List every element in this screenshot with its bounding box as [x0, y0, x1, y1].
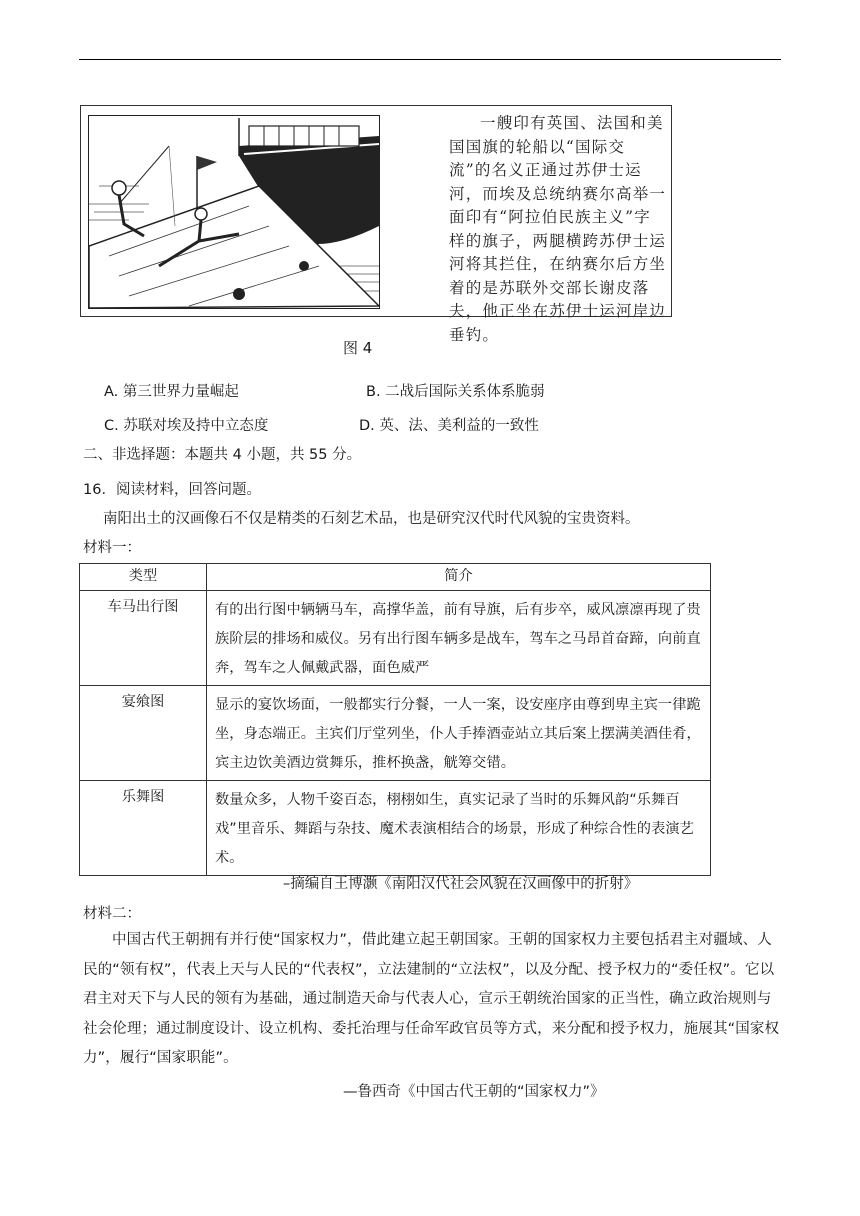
table-header-type: 类型 — [80, 564, 207, 591]
option-a: A. 第三世界力量崛起 — [104, 384, 239, 400]
option-d: D. 英、法、美利益的一致性 — [359, 418, 539, 434]
table-cell-type: 车马出行图 — [80, 591, 207, 686]
table-header-desc: 简介 — [207, 564, 711, 591]
suez-cartoon-image — [88, 115, 380, 309]
material-1-source: –摘编自王博灏《南阳汉代社会风貌在汉画像中的折射》 — [283, 876, 639, 892]
figure-label: 图 4 — [343, 339, 373, 357]
table-header-row — [80, 564, 711, 591]
material-2-paragraph — [83, 926, 783, 1074]
material-1-label: 材料一： — [83, 540, 141, 556]
question-16-heading: 16．阅读材料，回答问题。 — [83, 482, 261, 498]
option-c: C. 苏联对埃及持中立态度 — [104, 418, 269, 434]
material-2-text: 中国古代王朝拥有并行使“国家权力”，借此建立起王朝国家。王朝的国家权力主要包括君主对疆域、人民的“领有权”，代表上天与人民的“代表权”，立法建制的“立法权”，以及分配、授予权力的“委任权”。它以君主对天下与人民的领有为基础，通过制造天命与代表人心，宣示王朝统治国家的正当性，确立政治规则与社会伦理；通过制度设计、设立机构、委托治理与任命军政官员等方式，来分配和授予权力，施展其“国家权力”，履行“国家职能”。 — [83, 932, 780, 1066]
table-cell-type: 宴飨图 — [80, 686, 207, 781]
section-heading: 二、非选择题：本题共 4 小题，共 55 分。 — [83, 447, 362, 463]
table-cell-type: 乐舞图 — [80, 781, 207, 876]
header-rule — [79, 59, 781, 60]
table-cell-desc: 数量众多，人物千姿百态，栩栩如生，真实记录了当时的乐舞风韵“乐舞百戏”里音乐、舞蹈与杂技、魔术表演相结合的场景，形成了种综合性的表演艺术。 — [207, 781, 711, 876]
table-row — [80, 686, 711, 781]
material-1-table — [79, 563, 711, 876]
figure-caption-text: 一艘印有英国、法国和美国国旗的轮船以“国际交流”的名义正通过苏伊士运河，而埃及总统纳赛尔高举一面印有“阿拉伯民族主义”字样的旗子，两腿横跨苏伊士运河将其拦住，在纳赛尔后方坐着的是苏联外交部长谢皮落夫，他正坐在苏伊士运河岸边垂钓。 — [449, 114, 667, 344]
material-2-label: 材料二： — [83, 906, 141, 922]
table-row — [80, 591, 711, 686]
table-cell-desc: 有的出行图中辆辆马车，高撑华盖，前有导旗，后有步卒，威风凛凛再现了贵族阶层的排场和威仪。另有出行图车辆多是战车，驾车之马昂首奋蹄，向前直奔，驾车之人佩戴武器，面色威严 — [207, 591, 711, 686]
material-2-source: —鲁西奇《中国古代王朝的“国家权力”》 — [343, 1084, 605, 1100]
table-row — [80, 781, 711, 876]
question-16-intro: 南阳出土的汉画像石不仅是精类的石刻艺术品，也是研究汉代时代风貌的宝贵资料。 — [103, 511, 640, 527]
table-cell-desc: 显示的宴饮场面，一般都实行分餐，一人一案，设安座序由尊到卑主宾一律跪坐，身态端正。主宾们厅堂列坐，仆人手捧酒壶站立其后案上摆满美酒佳肴，宾主边饮美酒边赏舞乐，推杯换盏，觥筹交错。 — [207, 686, 711, 781]
figure-4 — [80, 105, 672, 344]
figure-caption — [449, 112, 667, 347]
option-b: B. 二战后国际关系体系脆弱 — [366, 384, 545, 400]
